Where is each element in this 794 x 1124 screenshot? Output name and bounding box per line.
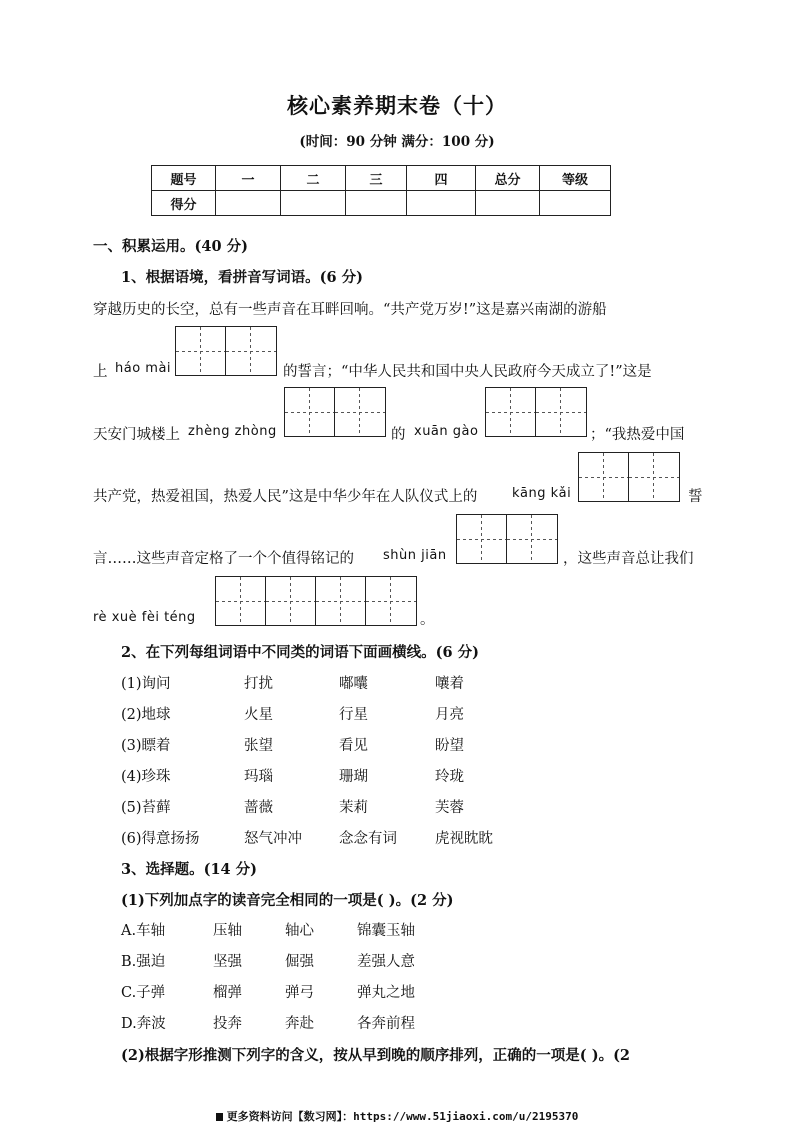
pinyin-prompt: xuān gào xyxy=(414,424,479,439)
passage-text: 上 xyxy=(93,364,108,380)
flag-icon xyxy=(216,1113,223,1121)
word-item[interactable]: (6)得意扬扬 xyxy=(121,831,200,847)
word-item[interactable]: 盼望 xyxy=(435,738,464,754)
passage-text: ；“我热爱中国 xyxy=(590,427,685,443)
sub-question: (1)下列加点字的读音完全相同的一项是( )。(2 分) xyxy=(121,892,454,909)
option-word: 差强人意 xyxy=(357,954,415,970)
option-word: 倔强 xyxy=(285,954,314,970)
grid-cell[interactable] xyxy=(629,453,679,501)
score-input-cell[interactable] xyxy=(346,191,407,216)
option-word: D.奔波 xyxy=(121,1016,166,1032)
score-table-cell: 三 xyxy=(346,166,407,191)
grid-cell[interactable] xyxy=(266,577,316,625)
word-item[interactable]: (2)地球 xyxy=(121,707,171,723)
score-table xyxy=(151,165,611,216)
score-input-cell[interactable] xyxy=(281,191,346,216)
word-item[interactable]: 打扰 xyxy=(244,676,273,692)
passage-text: 的 xyxy=(391,427,406,443)
pinyin-prompt: kāng kǎi xyxy=(512,486,572,501)
word-item[interactable]: (5)苔藓 xyxy=(121,800,171,816)
section-heading: 一、积累运用。(40 分) xyxy=(93,238,248,255)
option-word: 奔赴 xyxy=(285,1016,314,1032)
score-input-cell[interactable] xyxy=(540,191,611,216)
word-item[interactable]: 珊瑚 xyxy=(339,769,368,785)
option-word: B.强迫 xyxy=(121,954,166,970)
option-row[interactable] xyxy=(121,981,415,1002)
score-table-cell: 题号 xyxy=(152,166,216,191)
score-input-cell[interactable] xyxy=(216,191,281,216)
grid-cell[interactable] xyxy=(335,388,385,436)
option-word: 各奔前程 xyxy=(357,1016,415,1032)
score-table-header-row xyxy=(152,166,611,191)
option-row[interactable] xyxy=(121,919,415,940)
word-item[interactable]: (1)询问 xyxy=(121,676,171,692)
exam-subtitle: (时间：90 分钟 满分：100 分) xyxy=(299,134,495,150)
word-item[interactable]: 玛瑙 xyxy=(244,769,273,785)
word-item[interactable]: 看见 xyxy=(339,738,368,754)
score-table-cell: 二 xyxy=(281,166,346,191)
grid-cell[interactable] xyxy=(216,577,266,625)
pinyin-prompt: rè xuè fèi téng xyxy=(93,610,196,625)
sub-question: (2)根据字形推测下列字的含义，按从早到晚的顺序排列，正确的一项是( )。(2 xyxy=(121,1047,631,1064)
answer-grid[interactable] xyxy=(456,514,558,564)
passage-text: 。 xyxy=(420,612,435,628)
passage-text: 言……这些声音定格了一个个值得铭记的 xyxy=(93,551,354,567)
word-group-row xyxy=(121,734,464,755)
word-item[interactable]: 玲珑 xyxy=(435,769,464,785)
page-title: 核心素养期末卷（十） xyxy=(287,93,507,118)
score-table-cell: 四 xyxy=(407,166,476,191)
grid-cell[interactable] xyxy=(457,515,507,563)
grid-cell[interactable] xyxy=(507,515,557,563)
option-word: 锦囊玉轴 xyxy=(357,923,415,939)
word-item[interactable]: 芙蓉 xyxy=(435,800,464,816)
question-heading: 3、选择题。(14 分) xyxy=(121,861,258,878)
option-row[interactable] xyxy=(121,1012,415,1033)
grid-cell[interactable] xyxy=(226,327,276,375)
word-item[interactable]: 嚷着 xyxy=(435,676,464,692)
grid-cell[interactable] xyxy=(579,453,629,501)
grid-cell[interactable] xyxy=(366,577,416,625)
answer-grid[interactable] xyxy=(485,387,587,437)
option-word: 榴弹 xyxy=(213,985,242,1001)
option-word: 弹弓 xyxy=(285,985,314,1001)
word-item[interactable]: 蔷薇 xyxy=(244,800,273,816)
word-item[interactable]: 嘟囔 xyxy=(339,676,368,692)
score-input-cell[interactable] xyxy=(407,191,476,216)
passage-text: 誓 xyxy=(688,489,703,505)
grid-cell[interactable] xyxy=(316,577,366,625)
answer-grid[interactable] xyxy=(215,576,417,626)
option-word: 坚强 xyxy=(213,954,242,970)
passage-text: 的誓言；“中华人民共和国中央人民政府今天成立了!”这是 xyxy=(283,364,652,380)
score-input-cell[interactable] xyxy=(476,191,540,216)
word-group-row xyxy=(121,796,464,817)
pinyin-prompt: háo mài xyxy=(115,361,172,376)
passage-text: ，这些声音总让我们 xyxy=(563,551,694,567)
option-word: 压轴 xyxy=(213,923,242,939)
passage-text: 共产党，热爱祖国，热爱人民”这是中华少年在人队仪式上的 xyxy=(93,489,478,505)
option-word: 轴心 xyxy=(285,923,314,939)
word-item[interactable]: 怒气冲冲 xyxy=(244,831,302,847)
word-item[interactable]: 火星 xyxy=(244,707,273,723)
word-item[interactable]: 虎视眈眈 xyxy=(435,831,493,847)
word-item[interactable]: (3)瞟着 xyxy=(121,738,171,754)
passage-text: 天安门城楼上 xyxy=(93,427,180,443)
option-word: 投奔 xyxy=(213,1016,242,1032)
word-item[interactable]: 月亮 xyxy=(435,707,464,723)
score-table-cell: 总分 xyxy=(476,166,540,191)
answer-grid[interactable] xyxy=(578,452,680,502)
grid-cell[interactable] xyxy=(176,327,226,375)
footer-text: 更多资料访问【数习网】：https://www.51jiaoxi.com/u/2195370 xyxy=(226,1110,579,1123)
score-table-cell: 等级 xyxy=(540,166,611,191)
score-table-cell: 得分 xyxy=(152,191,216,216)
word-group-row xyxy=(121,765,464,786)
word-item[interactable]: 张望 xyxy=(244,738,273,754)
pinyin-prompt: shùn jiān xyxy=(383,548,447,563)
footer-link[interactable] xyxy=(0,1108,794,1124)
score-table-score-row xyxy=(152,191,611,216)
option-word: C.子弹 xyxy=(121,985,166,1001)
pinyin-prompt: zhèng zhòng xyxy=(188,424,277,439)
grid-cell[interactable] xyxy=(486,388,536,436)
word-group-row xyxy=(121,672,464,693)
score-table-cell: 一 xyxy=(216,166,281,191)
answer-grid[interactable] xyxy=(175,326,277,376)
option-row[interactable] xyxy=(121,950,415,971)
question-heading: 1、根据语境，看拼音写词语。(6 分) xyxy=(121,269,363,286)
option-word: A.车轴 xyxy=(121,923,166,939)
grid-cell[interactable] xyxy=(536,388,586,436)
word-item[interactable]: 念念有词 xyxy=(339,831,397,847)
word-group-row xyxy=(121,827,493,848)
answer-grid[interactable] xyxy=(284,387,386,437)
grid-cell[interactable] xyxy=(285,388,335,436)
question-heading: 2、在下列每组词语中不同类的词语下面画横线。(6 分) xyxy=(121,644,479,661)
word-item[interactable]: 茉莉 xyxy=(339,800,368,816)
word-item[interactable]: (4)珍珠 xyxy=(121,769,171,785)
option-word: 弹丸之地 xyxy=(357,985,415,1001)
word-group-row xyxy=(121,703,464,724)
word-item[interactable]: 行星 xyxy=(339,707,368,723)
passage-line: 穿越历史的长空，总有一些声音在耳畔回响。“共产党万岁!”这是嘉兴南湖的游船 xyxy=(93,302,607,318)
